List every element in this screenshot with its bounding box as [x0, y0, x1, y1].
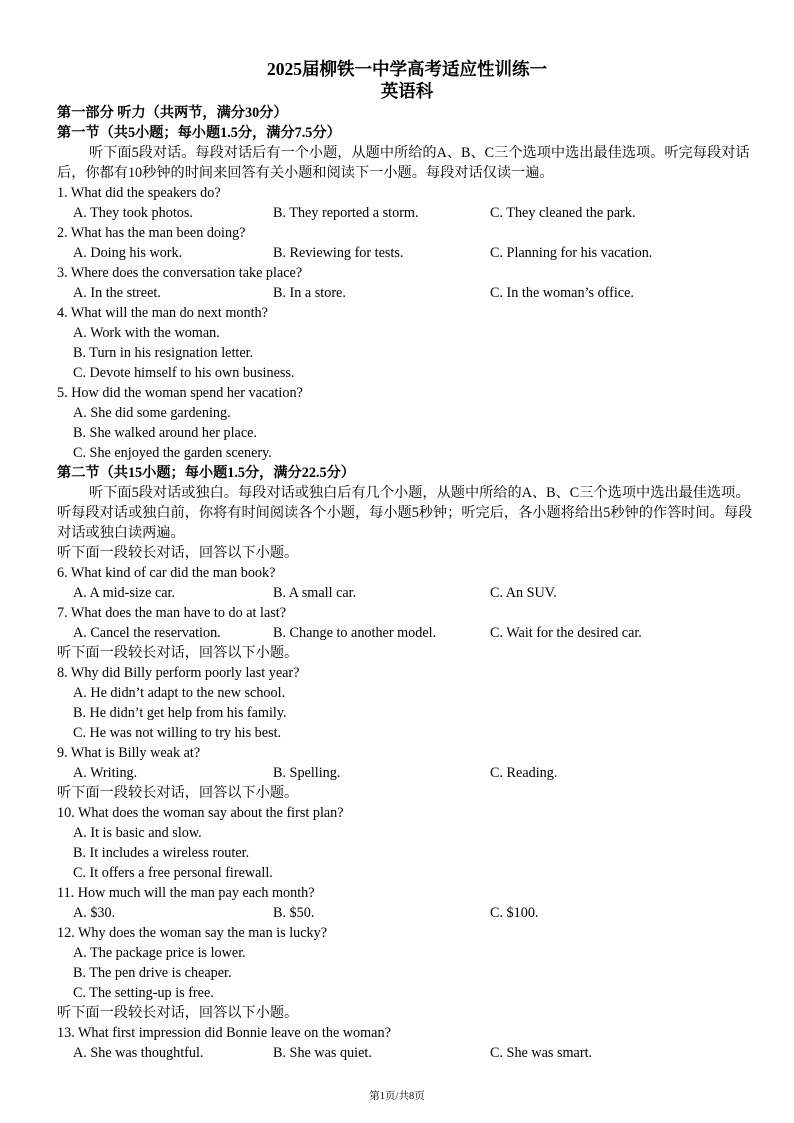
question-11-options [57, 903, 757, 923]
option-a: A. It is basic and slow. [73, 825, 202, 841]
listen-prompt: 听下面一段较长对话，回答以下小题。 [57, 545, 299, 561]
question-2-options [57, 243, 757, 263]
option-c: C. In the woman’s office. [490, 285, 634, 301]
question-2-stem: 2. What has the man been doing? [57, 225, 246, 241]
option-b: B. In a store. [273, 285, 346, 301]
option-a: A. She did some gardening. [73, 405, 231, 421]
option-b: B. A small car. [273, 585, 357, 601]
question-9-stem: 9. What is Billy weak at? [57, 745, 201, 761]
option-c: C. They cleaned the park. [490, 205, 636, 221]
question-5-stem: 5. How did the woman spend her vacation? [57, 385, 303, 401]
option-b: B. Turn in his resignation letter. [73, 345, 254, 361]
option-a: A. She was thoughtful. [73, 1045, 204, 1061]
section2-heading: 第二节（共15小题；每小题1.5分，满分22.5分） [57, 465, 355, 481]
question-3-options [57, 283, 757, 303]
question-10-stem: 10. What does the woman say about the first plan? [57, 805, 344, 821]
option-b: B. The pen drive is cheaper. [73, 965, 232, 981]
option-c: C. Devote himself to his own business. [73, 365, 295, 381]
option-b: B. She walked around her place. [73, 425, 257, 441]
question-7-options [57, 623, 757, 643]
question-9-options [57, 763, 757, 783]
option-a: A. Cancel the reservation. [73, 625, 221, 641]
option-b: B. They reported a storm. [273, 205, 419, 221]
question-11-stem: 11. How much will the man pay each month? [57, 885, 315, 901]
option-b: B. He didn’t get help from his family. [73, 705, 287, 721]
option-c: C. Wait for the desired car. [490, 625, 642, 641]
question-1-options [57, 203, 757, 223]
option-a: A. The package price is lower. [73, 945, 246, 961]
question-12-stem: 12. Why does the woman say the man is lucky? [57, 925, 328, 941]
option-c: C. Planning for his vacation. [490, 245, 653, 261]
option-a: A. A mid-size car. [73, 585, 176, 601]
listen-prompt: 听下面一段较长对话，回答以下小题。 [57, 645, 299, 661]
option-c: C. It offers a free personal firewall. [73, 865, 273, 881]
option-a: A. $30. [73, 905, 116, 921]
option-b: B. She was quiet. [273, 1045, 372, 1061]
option-c: C. She enjoyed the garden scenery. [73, 445, 272, 461]
question-3-stem: 3. Where does the conversation take place? [57, 265, 303, 281]
question-4-stem: 4. What will the man do next month? [57, 305, 268, 321]
part1-heading: 第一部分 听力（共两节，满分30分） [57, 105, 288, 121]
section1-instructions: 听下面5段对话。每段对话后有一个小题，从题中所给的A、B、C三个选项中选出最佳选项。听完每段对话后，你都有10秒钟的时间来回答有关小题和阅读下一小题。每段对话仅读一遍。 [57, 145, 750, 181]
option-a: A. He didn’t adapt to the new school. [73, 685, 286, 701]
option-b: B. Reviewing for tests. [273, 245, 404, 261]
option-a: A. They took photos. [73, 205, 193, 221]
listen-prompt: 听下面一段较长对话，回答以下小题。 [57, 785, 299, 801]
question-7-stem: 7. What does the man have to do at last? [57, 605, 287, 621]
question-8-stem: 8. Why did Billy perform poorly last year? [57, 665, 300, 681]
option-b: B. It includes a wireless router. [73, 845, 250, 861]
option-b: B. $50. [273, 905, 315, 921]
option-a: A. Work with the woman. [73, 325, 220, 341]
question-13-options [57, 1043, 757, 1063]
listen-prompt: 听下面一段较长对话，回答以下小题。 [57, 1005, 299, 1021]
option-c: C. Reading. [490, 765, 558, 781]
section2-instructions: 听下面5段对话或独白。每段对话或独白后有几个小题，从题中所给的A、B、C三个选项中选出最佳选项。听每段对话或独白前，你将有时间阅读各个小题，每小题5秒钟；听完后，各小题将给出5秒钟的作答时间。每段对话或独白读两遍。 [57, 485, 753, 541]
option-a: A. Writing. [73, 765, 138, 781]
option-c: C. She was smart. [490, 1045, 593, 1061]
question-6-stem: 6. What kind of car did the man book? [57, 565, 276, 581]
option-c: C. An SUV. [490, 585, 557, 601]
option-b: B. Spelling. [273, 765, 341, 781]
exam-subject: 英语科 [380, 81, 434, 101]
question-1-stem: 1. What did the speakers do? [57, 185, 221, 201]
question-13-stem: 13. What first impression did Bonnie leave on the woman? [57, 1025, 391, 1041]
option-b: B. Change to another model. [273, 625, 437, 641]
option-c: C. $100. [490, 905, 539, 921]
page-number: 第1页/共8页 [369, 1091, 425, 1102]
option-a: A. Doing his work. [73, 245, 183, 261]
section1-heading: 第一节（共5小题；每小题1.5分，满分7.5分） [57, 125, 341, 141]
option-c: C. The setting-up is free. [73, 985, 214, 1001]
question-6-options [57, 583, 757, 603]
option-a: A. In the street. [73, 285, 161, 301]
option-c: C. He was not willing to try his best. [73, 725, 282, 741]
exam-title: 2025届柳铁一中学高考适应性训练一 [267, 59, 547, 79]
exam-page [57, 58, 757, 1063]
